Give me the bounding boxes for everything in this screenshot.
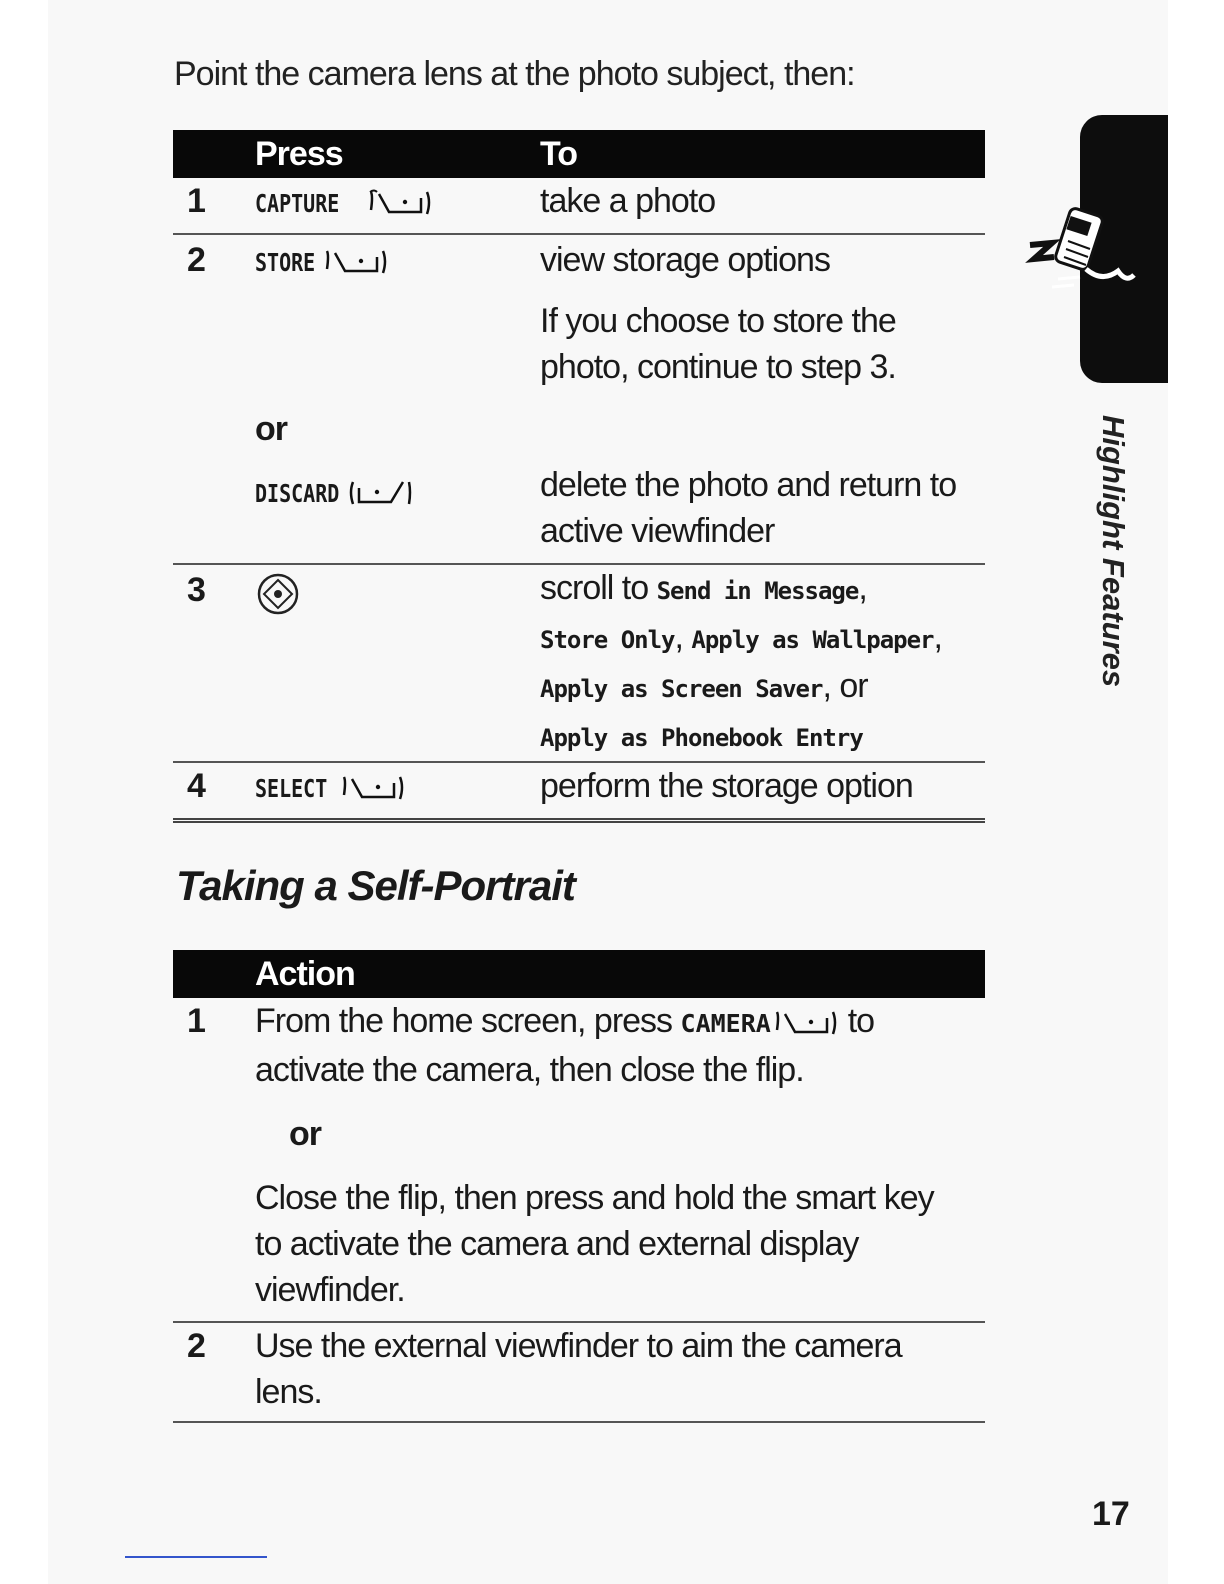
description-cell: take a photo xyxy=(540,178,985,234)
running-phone-icon xyxy=(1022,183,1142,313)
menu-option: Apply as Phonebook Entry xyxy=(540,724,863,752)
table-row xyxy=(173,234,985,298)
note-line: photo, continue to step 3. xyxy=(540,348,896,386)
press-cell xyxy=(255,234,540,298)
camera-softkey: CAMERA xyxy=(680,1009,771,1038)
menu-option: Apply as Wallpaper xyxy=(691,626,934,654)
section-tab xyxy=(1080,115,1168,383)
note-line: If you choose to store the xyxy=(540,302,896,340)
select-softkey: SELECT xyxy=(255,774,328,803)
step-number: 2 xyxy=(173,1322,255,1422)
note-cell xyxy=(540,298,985,402)
action-table xyxy=(173,950,985,1423)
header-press: Press xyxy=(255,130,540,178)
table-row xyxy=(173,564,985,762)
table-row xyxy=(173,462,985,564)
capture-softkey: CAPTURE xyxy=(255,189,340,218)
table-row xyxy=(173,178,985,234)
nav-key-icon xyxy=(255,571,301,617)
or-label: or xyxy=(289,1115,321,1153)
press-table xyxy=(173,130,985,823)
table-row xyxy=(173,1322,985,1422)
or-label: or xyxy=(255,410,287,448)
left-softkey-icon xyxy=(369,188,433,218)
action-cell xyxy=(255,1322,985,1422)
description-line: active viewfinder xyxy=(540,512,775,550)
left-softkey-icon xyxy=(342,773,406,803)
footer-divider xyxy=(125,1556,267,1558)
intro-text: Point the camera lens at the photo subject, then: xyxy=(174,55,855,93)
action-line: Use the external viewfinder to aim the camera xyxy=(255,1327,902,1365)
section-title: Taking a Self-Portrait xyxy=(176,862,575,909)
action-line: From the home screen, press CAMERA to xyxy=(255,998,985,1047)
page-number: 17 xyxy=(1092,1495,1130,1533)
header-to: To xyxy=(540,130,985,178)
right-softkey-icon xyxy=(349,478,413,508)
table-row xyxy=(173,402,985,462)
store-softkey: STORE xyxy=(255,248,316,277)
step-number: 4 xyxy=(187,767,205,805)
action-cell xyxy=(255,998,985,1322)
menu-option: Apply as Screen Saver xyxy=(540,675,823,703)
press-cell xyxy=(255,178,540,234)
step-number: 1 xyxy=(173,178,255,234)
press-cell xyxy=(255,564,540,762)
description-line: Apply as Screen Saver, or xyxy=(540,667,868,705)
description-line: scroll to Send in Message, xyxy=(540,569,867,607)
header-action: Action xyxy=(255,950,985,998)
description-cell: view storage options xyxy=(540,241,830,279)
step-number: 2 xyxy=(187,241,205,279)
header-spacer xyxy=(173,130,255,178)
side-tab-label: Highlight Features xyxy=(1096,415,1131,688)
table-row xyxy=(173,762,985,820)
action-line: activate the camera, then close the flip. xyxy=(255,1051,804,1089)
action-line: to activate the camera and external display xyxy=(255,1225,859,1263)
table-row xyxy=(173,298,985,402)
discard-softkey: DISCARD xyxy=(255,479,340,508)
action-line: Close the flip, then press and hold the smart key xyxy=(255,1179,934,1217)
menu-option: Store Only xyxy=(540,626,675,654)
action-line: viewfinder. xyxy=(255,1271,405,1309)
description-cell xyxy=(540,462,985,564)
left-softkey-icon xyxy=(325,247,389,277)
step-number: 3 xyxy=(173,564,255,762)
step-number: 1 xyxy=(173,998,255,1322)
description-cell: perform the storage option xyxy=(540,767,913,805)
action-line: lens. xyxy=(255,1373,322,1411)
description-line xyxy=(540,712,985,761)
press-cell xyxy=(255,462,540,564)
description-line: Store Only, Apply as Wallpaper, xyxy=(540,618,942,656)
press-cell xyxy=(255,762,540,820)
description-cell xyxy=(540,564,985,762)
left-softkey-icon xyxy=(775,1008,839,1038)
table-row xyxy=(173,998,985,1322)
description-line: delete the photo and return to xyxy=(540,466,957,504)
menu-option: Send in Message xyxy=(656,577,859,605)
